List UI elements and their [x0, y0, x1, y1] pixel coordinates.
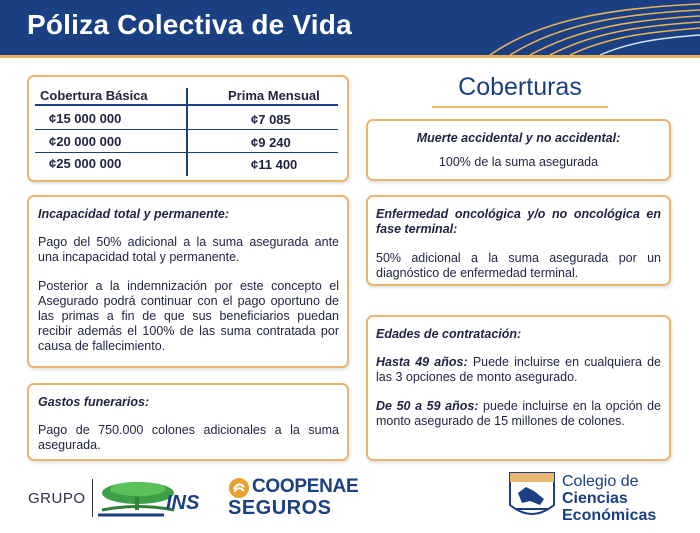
premium-column-header: Prima Mensual — [228, 88, 320, 103]
coverages-title: Coberturas — [458, 73, 582, 101]
ages-option-2-label: De 50 a 59 años: — [376, 399, 479, 413]
ages-option-2 — [376, 399, 661, 429]
ages-option-1-text: Puede incluirse en cualquiera de las 3 opciones de monto asegurado. — [376, 355, 661, 384]
table-cell-coverage: ¢20 000 000 — [49, 134, 122, 149]
ages-option-1 — [376, 355, 661, 385]
coverages-title-rule — [432, 106, 608, 108]
ages-option-2-text: puede incluirse en la opción de monto asegurado de 15 millones de colones. — [376, 399, 661, 428]
ins-logo-text: INS — [166, 492, 200, 514]
oncology-card — [366, 195, 671, 286]
oncology-text: 50% adicional a la suma asegurada por un diagnóstico de enfermedad terminal. — [376, 251, 661, 280]
logo-separator — [92, 479, 93, 517]
table-cell-premium: ¢9 240 — [251, 135, 291, 150]
header-decorative-lines — [450, 0, 700, 55]
table-cell-premium: ¢7 085 — [251, 112, 291, 127]
disability-card — [27, 195, 349, 368]
funeral-card — [27, 383, 349, 461]
ages-option-1-label: Hasta 49 años: — [376, 355, 468, 369]
colegio-logo-line-1: Colegio de — [562, 473, 639, 490]
colegio-logo-line-2: Ciencias — [562, 490, 628, 507]
death-coverage-title: Muerte accidental y no accidental: — [416, 131, 621, 145]
disability-paragraph-1: Pago del 50% adicional a la suma asegurada ante una incapacidad total y permanente. — [38, 235, 339, 264]
table-cell-coverage: ¢15 000 000 — [49, 111, 122, 126]
page-header — [0, 0, 700, 55]
coopenae-logo-text: COOPENAE — [252, 476, 359, 497]
funeral-text: Pago de 750.000 colones adicionales a la suma asegurada. — [38, 423, 339, 452]
oncology-title: Enfermedad oncológica y/o no oncológica en fase terminal: — [376, 207, 661, 236]
disability-paragraph-2: Posterior a la indemnización por este concepto el Asegurado podrá continuar con el pago oportuno de las primas a fin de que sus beneficiarios puedan recibir además el 100% de las suma contratada por causa de fallecimiento. — [38, 279, 339, 353]
colegio-logo-text — [562, 473, 656, 524]
seguros-logo-text: SEGUROS — [228, 497, 332, 519]
disability-title: Incapacidad total y permanente: — [38, 207, 230, 221]
header-rule — [0, 55, 700, 58]
colegio-shield-icon — [508, 471, 556, 523]
death-coverage-text: 100% de la suma asegurada — [438, 155, 599, 169]
coverage-column-header: Cobertura Básica — [40, 88, 148, 103]
funeral-title: Gastos funerarios: — [38, 395, 150, 409]
death-coverage-card — [366, 119, 671, 181]
table-cell-premium: ¢11 400 — [251, 157, 298, 172]
coopenae-logo-icon — [228, 477, 250, 499]
colegio-logo-line-3: Económicas — [562, 507, 657, 524]
ages-card — [366, 315, 671, 461]
ages-title: Edades de contratación: — [376, 327, 522, 341]
grupo-logo-text: GRUPO — [28, 490, 86, 507]
table-cell-coverage: ¢25 000 000 — [49, 156, 122, 171]
table-column-divider — [186, 88, 188, 176]
page-title: Póliza Colectiva de Vida — [27, 9, 352, 40]
premium-table-card — [27, 75, 349, 182]
